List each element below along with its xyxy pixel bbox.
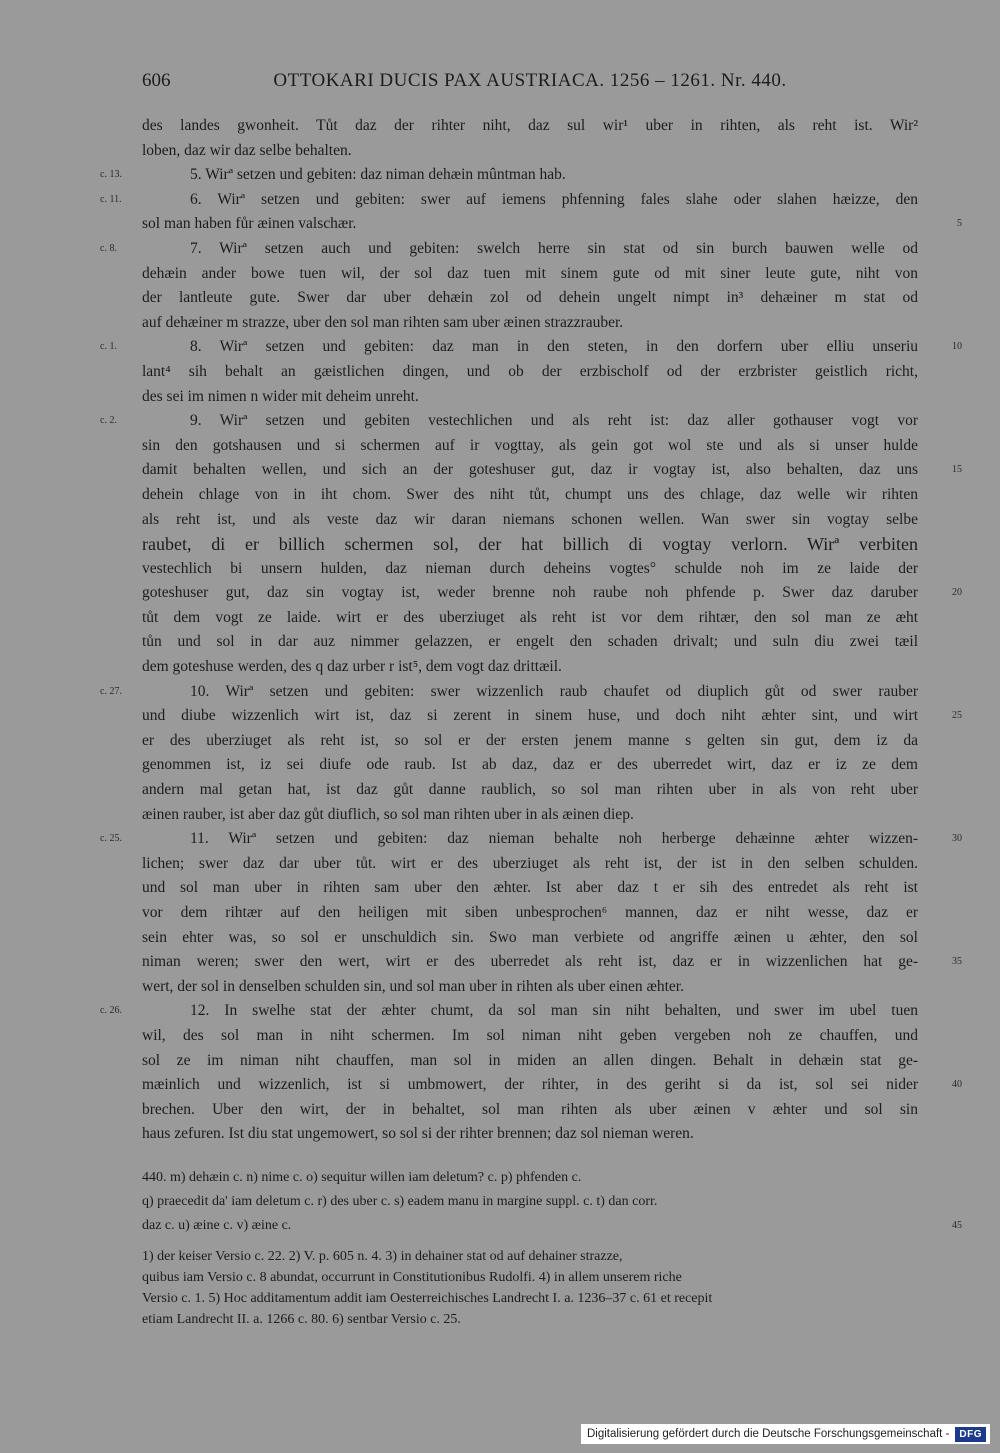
line-text: 9. Wirª setzen und gebiten vestechlichen und als reht ist: daz aller gothauser vogt vor [190, 412, 918, 430]
dfg-logo: DFG [955, 1427, 986, 1442]
chapter-reference: c. 25. [100, 833, 122, 845]
text-line [142, 704, 962, 729]
line-text: und sol man uber in rihten sam uber den æhter. Ist aber daz t er sih des entredet als reht ist [142, 879, 918, 897]
chapter-reference: c. 8. [100, 242, 117, 254]
line-text: damit behalten wellen, und sich an der goteshuser gut, daz ir vogtay ist, also behalten, daz uns [142, 461, 918, 479]
text-line [142, 876, 918, 901]
line-text: loben, daz wir daz selbe behalten. [142, 141, 352, 159]
text-line [142, 753, 918, 778]
variant-text: q) praecedit da' iam deletum c. r) des uber c. s) eadem manu in margine suppl. c. t) dan corr. [142, 1194, 658, 1209]
line-text: goteshuser gut, daz sin vogtay ist, weder brenne noh raube noh phfende p. Swer daz daruber [142, 584, 918, 602]
text-line [142, 926, 918, 951]
line-text: niman weren; swer den wert, wirt er des uberredet als reht ist, daz er in wizzenlichen hat ge- [142, 953, 918, 971]
text-line [142, 212, 962, 237]
text-line [142, 975, 918, 1000]
text-line [142, 262, 918, 287]
line-text: er des uberziuget als reht ist, so sol er der ersten jenem manne s gelten sin gut, dem iz da [142, 731, 918, 749]
text-line [142, 901, 918, 926]
line-number: 20 [952, 587, 962, 599]
main-text [100, 114, 962, 1147]
text-line [142, 311, 918, 336]
line-text: wil, des sol man in niht schermen. Im sol niman niht geben vergeben noh ze chauffen, und [142, 1026, 918, 1044]
text-line [142, 803, 918, 828]
variant-line [142, 1166, 918, 1190]
line-text: als reht ist, und als veste daz wir daran niemans schonen wellen. Wan swer sin vogtay selbe [142, 510, 918, 528]
variant-apparatus [142, 1166, 962, 1238]
variant-text: 440. m) dehæin c. n) nime c. o) sequitur willen iam deletum? c. p) phfenden c. [142, 1170, 582, 1185]
text-line [100, 163, 918, 188]
text-line [142, 508, 918, 533]
page-number: 606 [142, 70, 171, 91]
line-text: mæinlich und wizzenlich, ist si umbmowert, der rihter, in des geriht si da ist, sol sei nider [142, 1076, 918, 1094]
line-text: wert, der sol in denselben schulden sin, und sol man uber in rihten als uber einen æhter. [142, 977, 684, 995]
text-line [142, 114, 918, 139]
line-text: 5. Wirª setzen und gebiten: daz niman dehæin mûntman hab. [190, 166, 566, 184]
text-line [142, 286, 918, 311]
text-line [142, 139, 918, 164]
line-number: 5 [957, 218, 962, 230]
text-line [142, 778, 918, 803]
line-text: sein ehter was, so sol er unschuldich sin. Swo man verbiete od angriffe æinen u æhter, den sol [142, 928, 918, 946]
text-line [100, 680, 918, 705]
line-text: lant⁴ sih behalt an gæistlichen dingen, und ob der erzbischolf od der erzbrister geistlich richt, [142, 362, 918, 380]
text-line [142, 852, 918, 877]
line-text: 11. Wirª setzen und gebiten: daz nieman behalte noh herberge dehæinne æhter wizzen- [190, 830, 918, 848]
line-text: æinen rauber, ist aber daz gůt diuflich, so sol man rihten uber in als æinen diep. [142, 805, 634, 823]
line-text: brechen. Uber den wirt, der in behaltet, sol man rihten als uber æinen v æhter und sol sin [142, 1100, 918, 1118]
line-text: auf dehæiner m strazze, uber den sol man rihten sam uber æinen strazzrauber. [142, 313, 624, 331]
line-text: 7. Wirª setzen auch und gebiten: swelch herre sin stat od sin burch bauwen welle od [190, 239, 918, 257]
page-header [142, 70, 918, 100]
line-number: 10 [952, 341, 962, 353]
footnote-line: etiam Landrecht II. a. 1266 c. 80. 6) sentbar Versio c. 25. [142, 1312, 461, 1327]
text-line [100, 335, 962, 360]
line-text: genommen ist, iz sei diufe ode raub. Ist ab daz, daz er des uberredet wirt, daz er iz ze dem [142, 756, 918, 774]
text-line [142, 1122, 918, 1147]
footnote-line: quibus iam Versio c. 8 abundat, occurrunt in Constitutionibus Rudolfi. 4) in allem unserem riche [142, 1270, 682, 1285]
text-line [100, 999, 918, 1024]
text-line [100, 827, 962, 852]
text-line [142, 532, 918, 557]
digitization-footer [581, 1424, 990, 1444]
text-line [100, 237, 918, 262]
line-number: 40 [952, 1079, 962, 1091]
line-text: 6. Wirª setzen und gebiten: swer auf iemens phfenning fales slahe oder slahen hæizze, den [190, 190, 918, 208]
line-number: 15 [952, 464, 962, 476]
text-line [142, 630, 918, 655]
line-text: tůt dem vogt ze laide. wirt er des uberziuget als reht ist vor dem rihtær, den sol man ze æht [142, 608, 918, 626]
line-text: tůn und sol in dar auz nimmer gelazzen, er engelt den schaden drivalt; und suln diu zwei tæil [142, 633, 918, 651]
line-text: dehein chlage von in iht chom. Swer des niht tůt, chumpt uns des chlage, daz welle wir rihten [142, 485, 918, 503]
line-text: sol ze im niman niht chauffen, man sol in miden an allen dingen. Behalt in dehæin stat ge- [142, 1051, 918, 1069]
line-text: raubet, di er billich schermen sol, der hat billich di vogtay verlorn. Wirª verbiten [142, 534, 918, 555]
line-number: 30 [952, 833, 962, 845]
chapter-reference: c. 13. [100, 169, 122, 181]
line-text: andern mal getan hat, ist daz gůt danne raublich, so sol man rihten uber in als von reht uber [142, 781, 918, 799]
line-text: 8. Wirª setzen und gebiten: daz man in den steten, in den dorfern uber elliu unseriu [190, 338, 918, 356]
text-line [142, 729, 918, 754]
line-text: vor dem rihtær auf den heiligen mit siben unbesprochen⁶ mannen, daz er niht wesse, daz er [142, 904, 918, 921]
text-line [100, 409, 918, 434]
text-line [142, 483, 918, 508]
line-text: dem goteshuse werden, des q daz urber r ist⁵, dem vogt daz drittæil. [142, 658, 562, 676]
line-text: sin den gotshausen und si schermen auf ir vogttay, als gein got wol ste und als si unser hulde [142, 436, 918, 454]
text-line [142, 557, 918, 582]
line-text: lichen; swer daz dar uber tůt. wirt er des uberziuget als reht ist, der ist in den selben schulden. [142, 854, 918, 872]
line-text: 10. Wirª setzen und gebiten: swer wizzenlich raub chaufet od diuplich gůt od swer rauber [190, 682, 918, 700]
text-line [142, 1073, 962, 1098]
text-line [142, 360, 918, 385]
footnote-line: 1) der keiser Versio c. 22. 2) V. p. 605 n. 4. 3) in dehainer stat od auf dehainer strazze, [142, 1249, 623, 1264]
line-text: vestechlich bi unsern hulden, daz nieman durch deheins vogtes° schulde noh im ze laide der [142, 559, 918, 577]
footnotes [142, 1246, 918, 1330]
footnote-line: Versio c. 1. 5) Hoc additamentum addit iam Oesterreichisches Landrecht I. a. 1236–37 c. 61 et recepit [142, 1291, 713, 1306]
text-line [100, 188, 918, 213]
chapter-reference: c. 11. [100, 193, 122, 205]
variant-line [142, 1214, 962, 1238]
chapter-reference: c. 26. [100, 1005, 122, 1017]
text-line [142, 385, 918, 410]
variant-line [142, 1190, 918, 1214]
line-text: des sei im nimen n wider mit deheim unreht. [142, 387, 419, 405]
line-text: dehæin ander bowe tuen wil, der sol daz tuen mit sinem gute od mit siner leute gute, niht von [142, 264, 918, 282]
line-text: des landes gwonheit. Tůt daz der rihter niht, daz sul wir¹ uber in rihten, als reht ist. Wir² [142, 117, 918, 134]
running-title: OTTOKARI DUCIS PAX AUSTRIACA. 1256 – 1261. Nr. 440. [273, 70, 787, 91]
text-line [142, 458, 962, 483]
line-number: 25 [952, 710, 962, 722]
text-line [142, 1098, 918, 1123]
variant-text: daz c. u) æine c. v) æine c. [142, 1218, 292, 1233]
text-line [142, 950, 962, 975]
text-line [142, 1024, 918, 1049]
text-line [142, 434, 918, 459]
line-text: und diube wizzenlich wirt ist, daz si zerent in sinem huse, und doch niht æhter sint, und wirt [142, 707, 918, 725]
text-line [142, 655, 918, 680]
line-text: haus zefuren. Ist diu stat ungemowert, so sol si der rihter brennen; daz sol nieman weren. [142, 1125, 694, 1143]
footer-text: Digitalisierung gefördert durch die Deutsche Forschungsgemeinschaft - [586, 1428, 950, 1440]
line-number: 35 [952, 956, 962, 968]
chapter-reference: c. 1. [100, 341, 117, 353]
chapter-reference: c. 27. [100, 685, 122, 697]
text-line [142, 1049, 918, 1074]
line-text: der lantleute gute. Swer dar uber dehæin zol od dehein ungelt nimpt in³ dehæiner m stat od [142, 289, 918, 307]
chapter-reference: c. 2. [100, 415, 117, 427]
line-text: 12. In swelhe stat der æhter chumt, da sol man sin niht behalten, und swer im ubel tuen [190, 1002, 918, 1020]
line-number: 45 [952, 1220, 962, 1231]
line-text: sol man haben fůr æinen valschær. [142, 215, 357, 233]
text-line [142, 606, 918, 631]
text-line [142, 581, 962, 606]
